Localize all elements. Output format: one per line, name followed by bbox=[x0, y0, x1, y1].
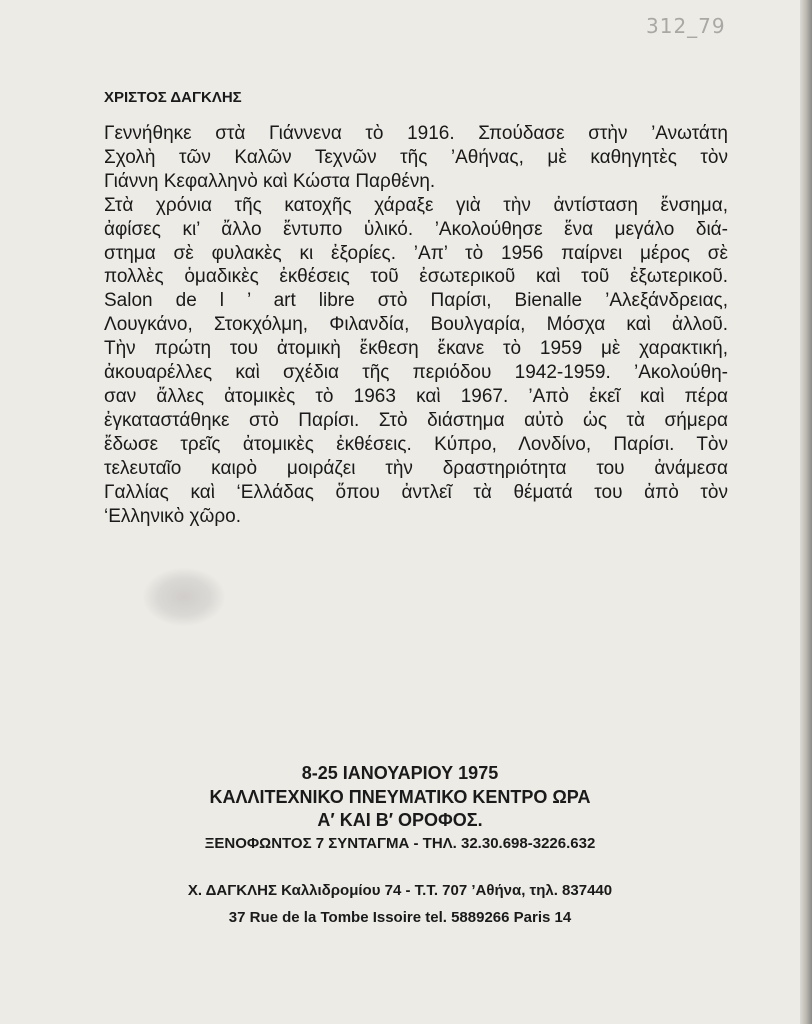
exhibition-venue: ΚΑΛΛΙΤΕΧΝΙΚΟ ΠΝΕΥΜΑΤΙΚΟ ΚΕΝΤΡΟ ΩΡΑ bbox=[209, 787, 591, 807]
bio-line: πολλὲς ὁμαδικὲς ἐκθέσεις τοῦ ἐσωτερικοῦ καὶ τοῦ ἐξωτερικοῦ. bbox=[104, 266, 728, 288]
bio-line: Στὰ χρόνια τῆς κατοχῆς χάραξε γιὰ τὴν ἀντίσταση ἔνσημα, bbox=[104, 194, 728, 216]
bio-line: σαν ἄλλες ἀτομικὲς τὸ 1963 καὶ 1967. ’Απὸ ἐκεῖ καὶ πέρα bbox=[104, 385, 728, 407]
bio-line: ἀκουαρέλλες καὶ σχέδια τῆς περιόδου 1942-1959. ’Ακολούθη- bbox=[104, 362, 728, 384]
page-edge bbox=[800, 0, 812, 1024]
bio-line: Τὴν πρώτη του ἀτομικὴ ἔκθεση ἔκανε τὸ 1959 μὲ χαρακτική, bbox=[104, 338, 728, 360]
bio-line: στημα σὲ φυλακὲς κι ἐξορίες. ’Απ’ τὸ 1956 παίρνει μέρος σὲ bbox=[104, 242, 728, 264]
contact-paris: 37 Rue de la Tombe Issoire tel. 5889266 Paris 14 bbox=[228, 909, 572, 926]
biography-text bbox=[104, 122, 728, 528]
exhibition-floors: Α′ ΚΑΙ Β′ ΟΡΟΦΟΣ. bbox=[317, 810, 483, 830]
handwritten-archive-number: 312_79 bbox=[646, 14, 726, 38]
bio-line: Salon de l ’ art libre στὸ Παρίσι, Bienalle ’Αλεξάνδρειας, bbox=[104, 290, 728, 312]
bio-line: Γαλλίας καὶ ‘Ελλάδας ὅπου ἀντλεῖ τὰ θέματά του ἀπὸ τὸν bbox=[104, 481, 728, 503]
bio-line: ἐγκαταστάθηκε στὸ Παρίσι. Στὸ διάστημα αὐτὸ ὡς τὰ σήμερα bbox=[104, 409, 728, 431]
bio-line: Γιάννη Κεφαλληνὸ καὶ Κώστα Παρθένη. bbox=[104, 170, 436, 192]
bio-line: Σχολὴ τῶν Καλῶν Τεχνῶν τῆς ’Αθήνας, μὲ καθηγητὲς τὸν bbox=[104, 146, 728, 168]
exhibition-address: ΞΕΝΟΦΩΝΤΟΣ 7 ΣΥΝΤΑΓΜΑ - ΤΗΛ. 32.30.698-3226.632 bbox=[204, 835, 596, 852]
bio-line: ‘Ελληνικὸ χῶρο. bbox=[104, 505, 241, 527]
exhibition-dates: 8-25 ΙΑΝΟΥΑΡΙΟΥ 1975 bbox=[301, 763, 499, 783]
bio-line: ἀφίσες κι’ ἄλλο ἔντυπο ὑλικό. ’Ακολούθησε ἕνα μεγάλο διά- bbox=[104, 218, 728, 240]
author-heading: ΧΡΙΣΤΟΣ ΔΑΓΚΛΗΣ bbox=[104, 89, 242, 106]
bio-line: ἔδωσε τρεῖς ἀτομικὲς ἐκθέσεις. Κύπρο, Λονδίνο, Παρίσι. Τὸν bbox=[104, 433, 728, 455]
smudge-mark bbox=[143, 568, 225, 626]
bio-line: Γεννήθηκε στὰ Γιάννενα τὸ 1916. Σπούδασε στὴν ’Ανωτάτη bbox=[104, 123, 728, 144]
contact-athens: Χ. ΔΑΓΚΛΗΣ Καλλιδρομίου 74 - Τ.Τ. 707 ’Αθήνα, τηλ. 837440 bbox=[187, 882, 613, 899]
bio-line: τελευταῖο καιρὸ μοιράζει τὴν δραστηριότητα του ἀνάμεσα bbox=[104, 457, 728, 479]
bio-line: Λουγκάνο, Στοκχόλμη, Φιλανδία, Βουλγαρία, Μόσχα καὶ ἀλλοῦ. bbox=[104, 314, 728, 336]
